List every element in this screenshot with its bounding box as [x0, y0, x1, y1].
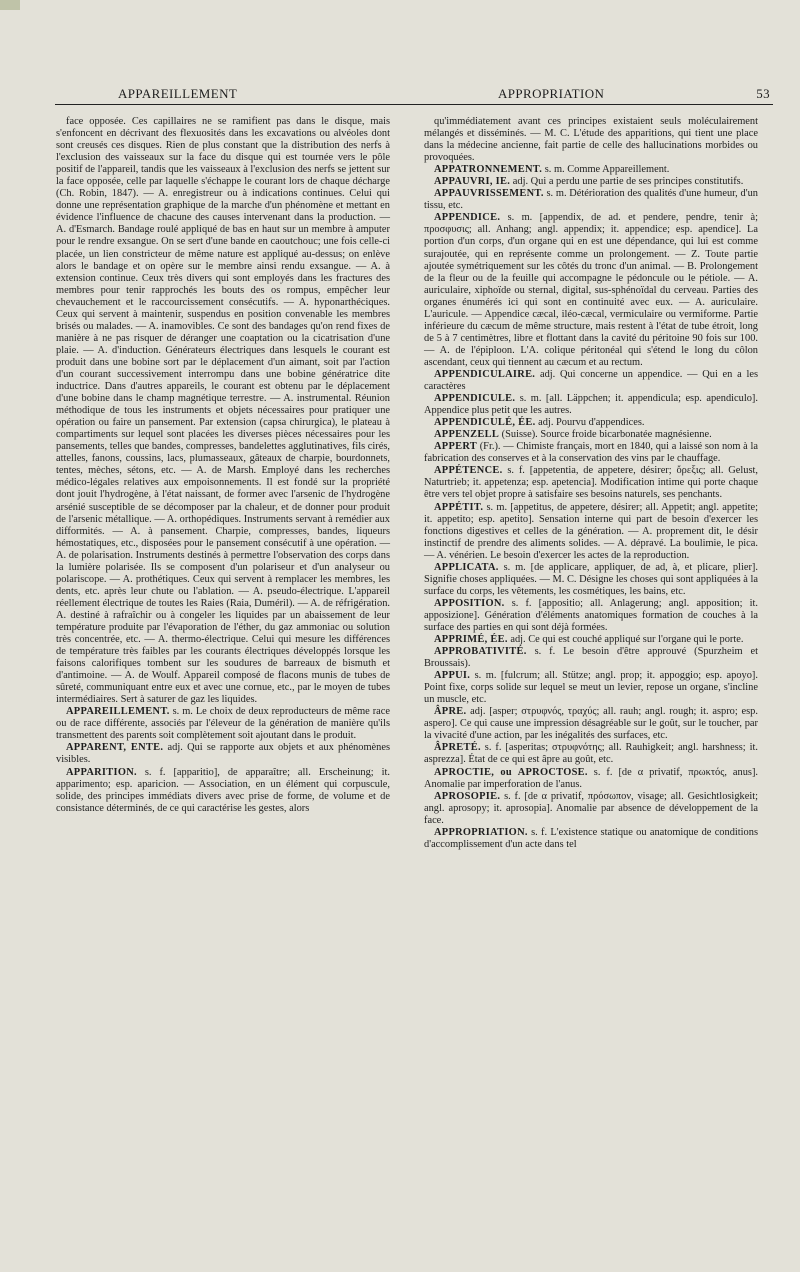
entry-headword: APPENZELL — [434, 429, 500, 441]
running-header — [58, 86, 770, 106]
entry-headword: APROCTIE, ou APROCTOSE. — [434, 766, 588, 778]
entry-text: s. f. [de α privatif, πρωκτός, anus]. Anomalie par imperforation de l'anus. — [424, 766, 759, 790]
dictionary-entry — [56, 742, 390, 766]
entry-headword: APROSOPIE. — [434, 790, 501, 802]
entry-text: s. f. [asperitas; στρυφνότης; all. Rauhigkeit; angl. harshness; it. asprezza]. État de ce qui est âpre au goût, etc. — [424, 742, 758, 766]
entry-text: (Suisse). Source froide bicarbonatée magnésienne. — [501, 429, 712, 441]
dictionary-entry — [424, 417, 758, 429]
entry-headword: APPARENT, ENTE. — [66, 742, 164, 754]
entry-text: face opposée. Ces capillaires ne se ramifient pas dans le disque, mais s'enfoncent en décrivant des flexuosités dans les excavations ou alvéoles dont sont creusés ces disques. Rien de plus constant que la distribution des nerfs à l'exclusion des vaisseaux sur la face du disque qui est tournée vers le pôle positif de l'appareil, tandis que les vaisseaux à l'exclusion des nerfs se jettent sur la face opposée, celle par laquelle s'échappe le courant lors de chaque décharge (Ch. Robin, 1847). — A. enregistreur ou à indications continues. Celui qui donne une représentation graphique de la marche d'un phénomène et mettant en évidence l'influence de chacune des causes intervenant dans la production. — A. d'Esmarch. Bandage roulé appliqué de bas en haut sur un membre à amputer pour le rendre exsangue. On se sert d'une bande en caoutchouc; une fois celle-ci placée, un lien constricteur de même nature est appliqué au-dessus; on enlève alors le bandage et on opère sur le membre ainsi rendu exsangue. — A. à extension continue. Ceux très divers qui sont employés dans les fractures des membres pour tenir rapprochés les bouts des os rompus, empêcher leur chevauchement et le raccourcissement consécutifs. — A. hyponarthéciques. Ceux qui servent à maintenir, suspendus en position convenable les membres brisés ou malades. — A. inamovibles. Ce sont des bandages qu'on rend fixes de manière à ne pas risquer de déranger une coaptation ou la cicatrisation d'une plaie. — A. d'induction. Générateurs électriques dans lesquels le courant est produit dans une bobine sort par le déplacement d'un aimant, soit par l'action d'un courant successivement interrompu dans une bobine génératrice dite inductrice. Dans d'autres appareils, le courant est obtenu par le déplacement d'une bobine dans le champ magnétique terrestre. — A. instrumental. Réunion méthodique de tous les instruments et objets nécessaires pour pratiquer une opération ou faire un pansement. Par extension (capsa chirurgica), le plateau à compartiments sur lequel sont placées les diverses pièces nécessaires pour les pansements, telles que bandes, compresses, bandelettes agglutinatives, fils cirés, attelles, fanons, coussins, lacs, plumasseaux, gâteaux de charpie, bourdonnets, tentes, mèches, sétons, etc. — A. de Marsh. Employé dans les recherches médico-légales relatives aux empoisonnements. Il est fondé sur la propriété dont jouit l'hydrogène, à l'état naissant, de former avec l'arsenic de l'hydrogène arsénié susceptible de se décomposer par la chaleur, et de donner pour produit de l'arsenic métallique. — A. orthopédiques. Instruments servant à remédier aux difformités. — A. à pansement. Charpie, compresses, bandes, liqueurs hémostatiques, etc., disposées pour le pansement consécutif à une opération. — A. de polarisation. Instruments destinés à permettre l'observation des corps dans la lumière polarisée. Ils se composent d'un polariseur et d'un analyseur ou polariscope. — A. prothétiques. Ceux qui servent à remplacer les membres, les dents, etc. après leur chute ou l'ablation. — A. pseudo-électrique. L'appareil réellement électrique de toutes les Raies (Raia, Duméril). — A. de réfrigération. A. destiné à rafraîchir ou à congeler les liquides par un abaissement de leur température produite par l'évaporation de l'éther, du gaz ammoniac ou solution très concentrée, etc. — A. thermo-électrique. Celui qui mesure les différences de température très faibles par les courants électriques développés lorsque les faisons calorifiques tombent sur les soudures de barreaux de bismuth et d'antimoine. — A. de Woulf. Appareil composé de flacons munis de tubes de sûreté, communiquant entre eux et avec une cornue, etc., par le moyen de tubes intermédiaires. Sert à saturer de gaz les liquides. — [56, 116, 390, 706]
header-left-title: APPAREILLEMENT — [118, 86, 238, 101]
dictionary-entry — [424, 393, 758, 417]
dictionary-entry — [424, 502, 758, 562]
entry-text: adj. Ce qui est couché appliqué sur l'organe qui le porte. — [510, 634, 744, 646]
dictionary-entry — [424, 164, 758, 176]
dictionary-entry — [424, 176, 758, 188]
entry-headword: APPERT — [434, 441, 477, 453]
entry-text: adj. Qui a perdu une partie de ses principes constitutifs. — [512, 176, 744, 188]
entry-text: s. m. Détérioration des qualités d'une humeur, d'un tissu, etc. — [424, 188, 758, 212]
entry-text: adj. Pourvu d'appendices. — [538, 417, 645, 429]
dictionary-entry — [424, 429, 758, 441]
dictionary-entry — [56, 116, 390, 706]
dictionary-entry — [424, 634, 758, 646]
entry-headword: APPAUVRISSEMENT. — [434, 188, 544, 200]
entry-text: s. m. Le choix de deux reproducteurs de même race ou de race différente, associés par l'éleveur de la génération de manière qu'ils transmettent des parents soit complètement soit ajoutant dans le produit. — [56, 706, 390, 742]
entry-text: s. m. [all. Läppchen; it. appendicula; esp. apendiculo]. Appendice plus petit que les autres. — [424, 393, 758, 417]
entry-headword: APPAREILLEMENT. — [66, 706, 170, 718]
left-column — [56, 116, 390, 815]
entry-headword: APPENDICULE. — [434, 393, 516, 405]
dictionary-entry — [424, 441, 758, 465]
entry-headword: ÂPRETÉ. — [434, 742, 481, 754]
dictionary-entry — [424, 706, 758, 742]
entry-text: s. f. [de α privatif, πρόσωπον, visage; all. Gesichtlosigkeit; angl. aprosopy; it. aprosopia]. Anomalie par absence de développement de la face. — [424, 790, 758, 826]
entry-text: s. f. [appositio; all. Anlagerung; angl. apposition; it. apposizione]. Génération d'éléments anatomiques formation de couches à la surface des parties en qui sont déjà formées. — [424, 597, 758, 633]
entry-text: s. f. [appetentia, de appetere, désirer; ὄρεξις; all. Gelust, Naturtrieb; it. appetenza; esp. apetencia]. Modification intime qui porte chaque être vers tel objet propre à satisfaire ses besoins naturels, ses penchants. — [424, 465, 758, 501]
entry-text: s. m. Comme Appareillement. — [544, 164, 670, 176]
entry-headword: ÂPRE. — [434, 706, 467, 718]
entry-headword: APPENDICULAIRE. — [434, 368, 536, 380]
dictionary-entry — [424, 188, 758, 212]
dictionary-entry — [424, 116, 758, 164]
entry-text: s. f. [apparitio], de apparaître; all. Erscheinung; it. apparimento; esp. aparicion. — Association, en un élément qui corpuscule, solide, des principes immédiats divers avec prise de forme, de volume et de consistance déterminés, de ce qui caractérise les gestes, alors — [56, 766, 390, 814]
dictionary-entry — [424, 562, 758, 598]
entry-headword: APPAUVRI, IE. — [434, 176, 511, 188]
entry-text: s. m. [fulcrum; all. Stütze; angl. prop; it. appoggio; esp. apoyo]. Point fixe, corps solide sur lequel se meut un levier, repose un organe, s'incline un muscle, etc. — [424, 670, 758, 706]
entry-text: s. m. [appetitus, de appetere, désirer; all. Appetit; angl. appetite; it. appetito; esp. apetito]. Sensation interne qui part de besoin d'exercer les fonctions digestives et celles de la génération. — A. proprement dit, le désir instinctif de prendre des aliments solides. — A. dépravé. La boulimie, le pica. — A. vénérien. Le besoin d'exercer les actes de la reproduction. — [424, 501, 758, 561]
entry-headword: APPROPRIATION. — [434, 826, 528, 838]
entry-headword: APPÉTIT. — [434, 501, 484, 513]
entry-text: s. m. [appendix, de ad. et pendere, pendre, tenir à; προσφυσις; all. Anhang; angl. appendix; it. appendice; esp. apendice]. La portion d'un corps, d'un organe qui en est une dépendance, qui lui est comme surajoutée, qui en représente comme un prolongement. — Z. Toute partie ajoutée symétriquement sur les côtés du tronc d'un animal. — B. Prolongement de la fleur ou de la feuille qui accompagne le pédoncule ou le pétiole. — A. auriculaire, xiphoïde ou sternal, digital, sus-sphénoïdal du cerveau. Parties des organes énumérés ici qui sont en continuité avec eux. — A. auriculaire. L'auricule. — Appendice cæcal, iléo-cæcal, vermiculaire ou vermiforme. Partie inférieure du cæcum de même structure, mais restent à l'état de tube étroit, long de 5 à 7 centimètres, libre et flottant dans la cavité du péritoine 90 fois sur 100. — A. de l'épiploon. L'A. colique péritonéal qui s'étend le long du côlon ascendant, ceux qui tiennent au cæcum et au rectum. — [424, 212, 758, 368]
entry-headword: APPÉTENCE. — [434, 465, 503, 477]
entry-text: s. m. [de applicare, appliquer, de ad, à, et plicare, plier]. Signifie choses appliquées. — M. C. Désigne les choses qui sont appliquées à la surface du corps, les vêtements, les cosmétiques, les bains, etc. — [424, 561, 758, 597]
dictionary-entry — [424, 827, 758, 851]
entry-text: (Fr.). — Chimiste français, mort en 1840, qui a laissé son nom à la fabrication des conserves et à la conservation des vins par le chauffage. — [424, 441, 758, 465]
entry-headword: APPENDICULÉ, ÉE. — [434, 417, 536, 429]
header-rule — [55, 104, 773, 105]
right-column — [424, 116, 758, 851]
header-right-title: APPROPRIATION — [498, 86, 605, 101]
dictionary-entry — [424, 791, 758, 827]
entry-text: qu'immédiatement avant ces principes existaient seuls moléculairement mélangés et disséminés. — M. C. L'étude des apparitions, qui tient une place dans la médecine ancienne, fait partie de celle des hallucinations morbides ou provoquées. — [424, 116, 758, 164]
entry-headword: APPLICATA. — [434, 561, 499, 573]
dictionary-entry — [424, 465, 758, 501]
dictionary-entry — [424, 767, 758, 791]
entry-text: s. f. Le besoin d'être approuvé (Spurzheim et Broussais). — [424, 646, 758, 670]
entry-text: adj. Qui se rapporte aux objets et aux phénomènes visibles. — [56, 742, 390, 766]
entry-headword: APPENDICE. — [434, 212, 501, 224]
dictionary-entry — [56, 706, 390, 742]
dictionary-entry — [424, 212, 758, 369]
entry-text: s. f. L'existence statique ou anatomique de conditions d'accomplissement d'un acte dans tel — [424, 826, 758, 850]
dictionary-entry — [424, 646, 758, 670]
entry-text: adj. [asper; στρυφνός, τραχύς; all. rauh; angl. rough; it. aspro; esp. aspero]. Ce qui cause une impression désagréable sur le goût, sur le toucher, par la vivacité d'une action, par les inégalités des surfaces, etc. — [424, 706, 758, 742]
dictionary-entry — [424, 742, 758, 766]
entry-headword: APPRIMÉ, ÉE. — [434, 634, 508, 646]
dictionary-entry — [424, 369, 758, 393]
dictionary-entry — [56, 767, 390, 815]
entry-headword: APPARITION. — [66, 766, 137, 778]
entry-headword: APPOSITION. — [434, 597, 505, 609]
dictionary-entry — [424, 670, 758, 706]
dictionary-entry — [424, 598, 758, 634]
entry-headword: APPUI. — [434, 670, 471, 682]
entry-text: adj. Qui concerne un appendice. — Qui en a les caractères — [424, 368, 758, 393]
corner-stain — [0, 0, 20, 10]
entry-headword: APPROBATIVITÉ. — [434, 646, 527, 658]
page-number: 53 — [756, 86, 770, 101]
entry-headword: APPATRONNEMENT. — [434, 164, 543, 176]
